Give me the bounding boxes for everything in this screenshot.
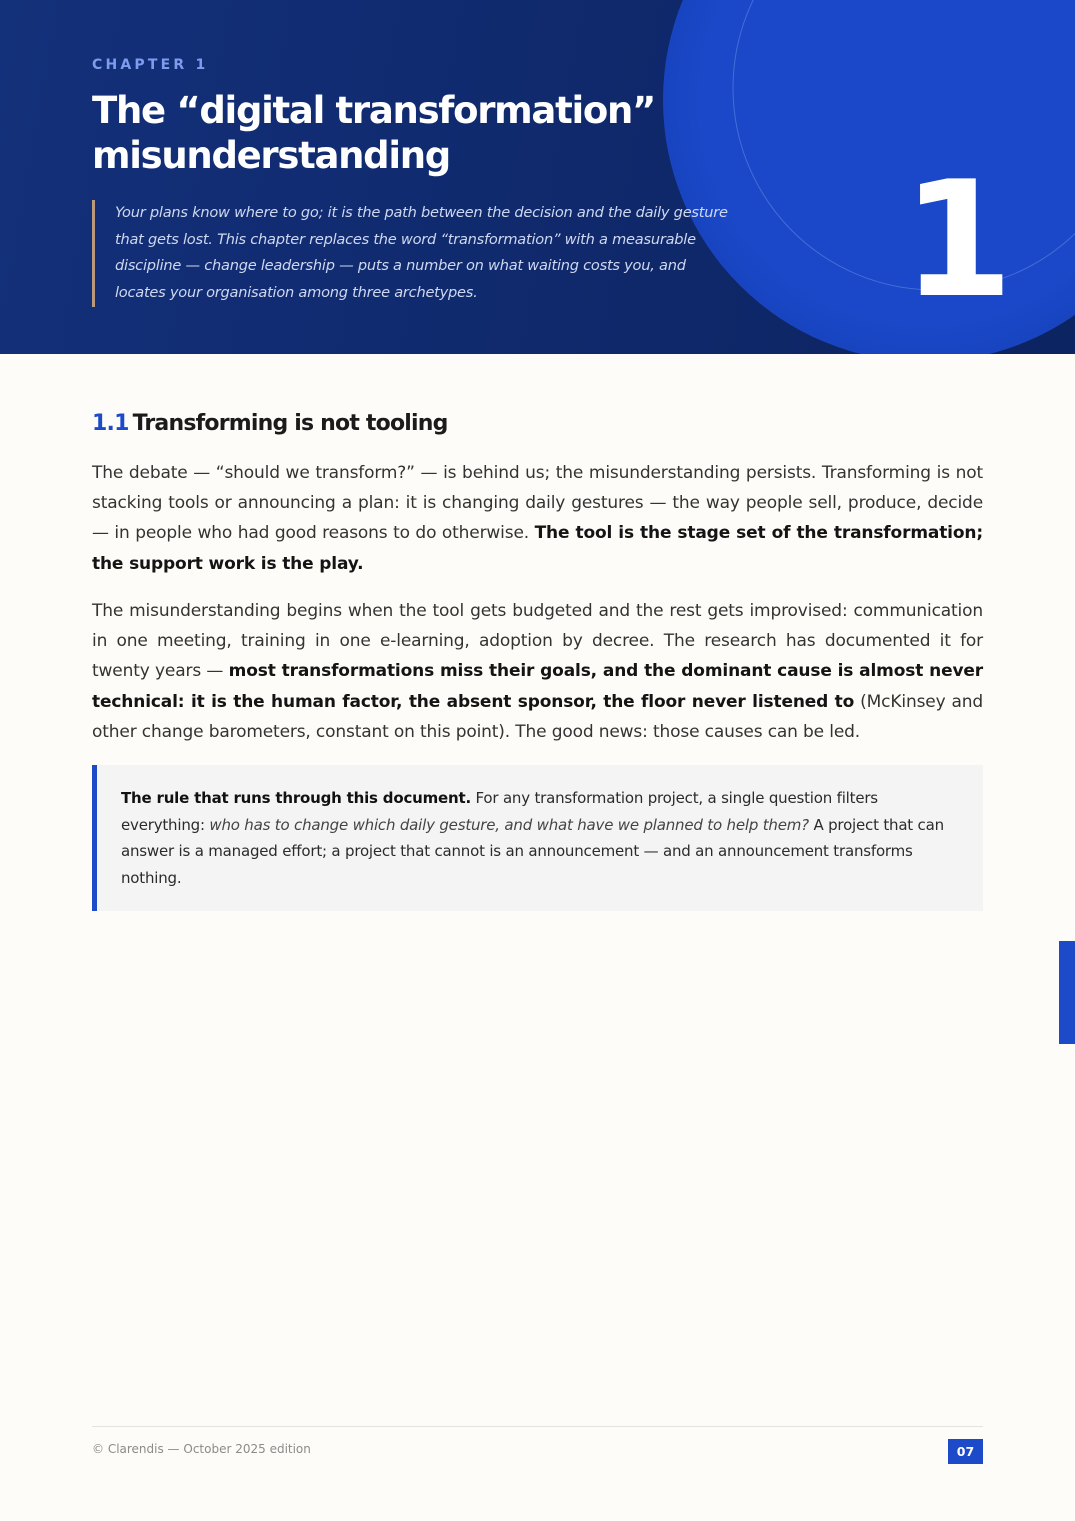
paragraph-text: The misunderstanding begins when the tool gets budgeted and the rest gets improvised: communication in one meeting, training in one e-learning, adoption by decree. The research has documented it for twenty years — [92, 601, 983, 682]
section-heading [92, 408, 448, 440]
callout-text: A project that can answer is a managed effort; a project that cannot is an announcement — and an announcement transforms nothing. [121, 815, 944, 887]
footer-divider [92, 1426, 983, 1427]
chapter-lede: Your plans know where to go; it is the path between the decision and the daily gesture that gets lost. This chapter replaces the word “transformation” with a measurable discipline — change leadership — puts a number on what waiting costs you, and locates your organisation among three archetypes. [92, 200, 732, 307]
chapter-number: 1 [902, 146, 1014, 333]
page-number-badge: 07 [948, 1439, 983, 1464]
rule-callout [92, 765, 983, 911]
body-paragraph [92, 458, 983, 579]
chapter-side-tab [1059, 941, 1075, 1044]
chapter-title: The “digital transformation” misunderstanding [92, 89, 656, 177]
section-title: Transforming is not tooling [132, 411, 448, 436]
chapter-kicker: CHAPTER 1 [92, 57, 209, 73]
paragraph-emphasis: most transformations miss their goals, and the dominant cause is almost never technical: it is the human factor, the absent sponsor, the floor never listened to [92, 661, 983, 712]
chapter-header [0, 0, 1075, 354]
callout-text: For any transformation project, a single question filters everything: [121, 789, 878, 834]
body-paragraph [92, 596, 983, 747]
paragraph-text: (McKinsey and other change barometers, constant on this point). The good news: those causes can be led. [92, 691, 984, 742]
footer-copyright: © Clarendis — October 2025 edition [92, 1442, 311, 1456]
paragraph-text: The debate — “should we transform?” — is behind us; the misunderstanding persists. Transforming is not stacking tools or announcing a plan: it is changing daily gestures — the way people sell, produce, decide — in people who had good reasons to do otherwise. [92, 463, 983, 544]
section-number: 1.1 [92, 411, 129, 436]
callout-question: who has to change which daily gesture, and what have we planned to help them? [209, 815, 809, 834]
paragraph-emphasis: The tool is the stage set of the transformation; the support work is the play. [92, 523, 983, 574]
callout-lead: The rule that runs through this document. [121, 789, 471, 807]
